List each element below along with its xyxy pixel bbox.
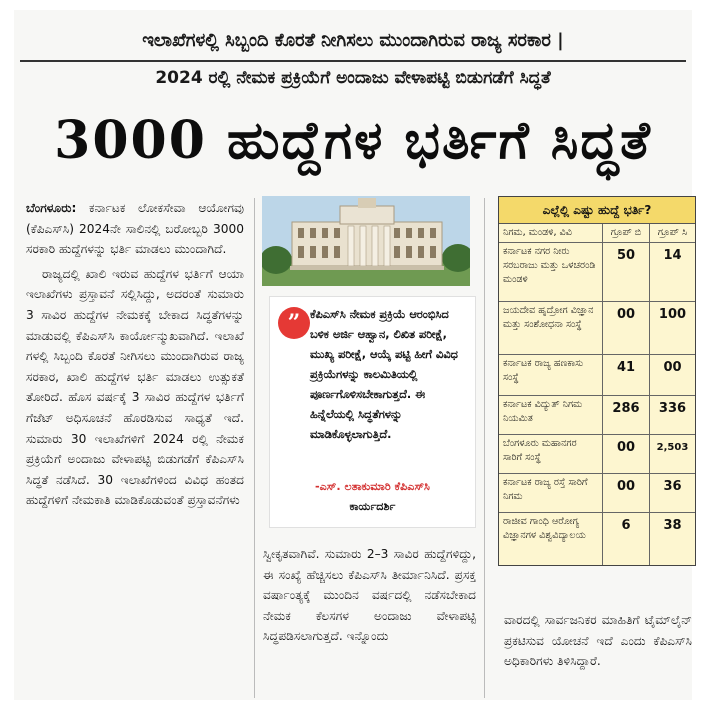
article-paragraph-1	[26, 198, 244, 260]
quote-mark-icon	[278, 307, 310, 339]
table-row	[499, 302, 695, 355]
column-divider	[484, 198, 485, 698]
quote-mark-glyph: ”	[287, 310, 301, 336]
quote-text: ಕೆಪಿಎಸ್‌ಸಿ ನೇಮಕ ಪ್ರಕ್ರಿಯೆ ಆರಂಭಿಸಿದ ಬಳಿಕ ಅರ್ಜಿ ಆಹ್ವಾನ, ಲಿಖಿತ ಪರೀಕ್ಷೆ, ಮುಖ್ಯ ಪರೀಕ್ಷೆ, ಆಯ್ಕೆ ಪಟ್ಟಿ ಹೀಗೆ ವಿವಿಧ ಪ್ರಕ್ರಿಯೆಗಳನ್ನು ಕಾಲಮಿತಿಯಲ್ಲಿ ಪೂರ್ಣಗೊಳಿಸಬೇಕಾಗುತ್ತದೆ. ಈ ಹಿನ್ನೆಲೆಯಲ್ಲಿ ಸಿದ್ಧತೆಗಳನ್ನು ಮಾಡಿಕೊಳ್ಳಲಾಗುತ್ತಿದೆ.	[310, 308, 458, 441]
row-org-name: ಕರ್ನಾಟಕ ರಾಜ್ಯ ಹಣಕಾಸು ಸಂಸ್ಥೆ	[499, 355, 603, 395]
article-paragraph-4: ವಾರದಲ್ಲಿ ಸಾರ್ವಜನಿಕರ ಮಾಹಿತಿಗೆ ಟೈಮ್‌ಲೈನ್ ಪ್ರಕಟಿಸುವ ಯೋಚನೆ ಇದೆ ಎಂದು ಕೆಪಿಎಸ್‌ಸಿ ಅಧಿಕಾರಿಗಳು ತಿಳಿಸಿದ್ದಾರೆ.	[504, 613, 692, 669]
row-group-c: 00	[649, 355, 695, 395]
article-paragraph-2: ರಾಜ್ಯದಲ್ಲಿ ಖಾಲಿ ಇರುವ ಹುದ್ದೆಗಳ ಭರ್ತಿಗೆ ಆಯಾ ಇಲಾಖೆಗಳು ಪ್ರಸ್ತಾವನೆ ಸಲ್ಲಿಸಿದ್ದು, ಅದರಂತೆ ಸುಮಾರು 3 ಸಾವಿರ ಹುದ್ದೆಗಳ ನೇಮಕಕ್ಕೆ ಬೇಕಾದ ಸಿದ್ಧತೆಗಳನ್ನು ಮಾಡುವಲ್ಲಿ ಕೆಪಿಎಸ್‌ಸಿ ಕಾರ್ಯೋನ್ಮುಖವಾಗಿದೆ. ಇಲಾಖೆ ಗಳಲ್ಲಿ ಸಿಬ್ಬಂದಿ ಕೊರತೆ ನೀಗಿಸಲು ಮುಂದಾಗಿರುವ ರಾಜ್ಯ ಸರಕಾರ, ಖಾಲಿ ಹುದ್ದೆಗಳ ಭರ್ತಿ ಮಾಡಲು ಉತ್ಸುಕತೆ ತೋರಿದೆ. ಹೊಸ ವರ್ಷಕ್ಕೆ 3 ಸಾವಿರ ಹುದ್ದೆಗಳ ಭರ್ತಿಗೆ ಗೆಜೆಟ್ ಅಧಿಸೂಚನೆ ಹೊರಡಿಸುವ ಸಾಧ್ಯತೆ ಇದೆ. ಸುಮಾರು 30 ಇಲಾಖೆಗಳಿಗೆ 2024 ರಲ್ಲಿ ನೇಮಕ ಪ್ರಕ್ರಿಯೆಗೆ ಅಂದಾಜು ವೇಳಾಪಟ್ಟಿ ಬಿಡುಗಡೆಗೆ ಕೆಪಿಎಸ್‌ಸಿ ಸಿದ್ಧತೆ ನಡೆಸಿದೆ. 30 ಇಲಾಖೆಗಳಿಂದ ವಿವಿಧ ಹಂತದ ಹುದ್ದೆಗಳಿಗೆ ನೇಮಕಾತಿ ಮಾಡಿಕೊಡುವಂತೆ ಪ್ರಸ್ತಾವನೆಗಳು	[26, 266, 244, 508]
headline: 3000 ಹುದ್ದೆಗಳ ಭರ್ತಿಗೆ ಸಿದ್ಧತೆ	[54, 110, 652, 171]
row-group-b: 00	[616, 307, 636, 322]
quote-box	[269, 296, 476, 528]
newspaper-page	[14, 10, 692, 700]
table-title: ಎಲ್ಲೆಲ್ಲಿ ಎಷ್ಟು ಹುದ್ದೆ ಭರ್ತಿ?	[499, 197, 695, 224]
table-row	[499, 435, 695, 474]
column-divider	[254, 198, 255, 698]
row-group-b: 6	[621, 518, 631, 533]
article-column-3	[504, 610, 692, 702]
row-org-name: ಕರ್ನಾಟಕ ನಗರ ನೀರು ಸರಬರಾಜು ಮತ್ತು ಒಳಚರಂಡಿ ಮಂಡಳಿ	[499, 243, 603, 301]
row-org-name: ಕರ್ನಾಟಕ ರಾಜ್ಯ ರಸ್ತೆ ಸಾರಿಗೆ ನಿಗಮ	[499, 474, 603, 512]
vacancy-table	[498, 196, 696, 566]
row-org-name: ಬೆಂಗಳೂರು ಮಹಾನಗರ ಸಾರಿಗೆ ಸಂಸ್ಥೆ	[499, 435, 603, 473]
row-org-name: ಕರ್ನಾಟಕ ವಿದ್ಯುತ್ ನಿಗಮ ನಿಯಮಿತ	[499, 396, 603, 434]
quote-attribution	[270, 477, 475, 517]
header-group-c: ಗ್ರೂಪ್ ಸಿ	[649, 224, 695, 242]
vidhana-soudha-photo	[262, 196, 470, 286]
row-org-name: ರಾಜೀವ ಗಾಂಧಿ ಆರೋಗ್ಯ ವಿಜ್ಞಾನಗಳ ವಿಶ್ವವಿದ್ಯಾಲಯ	[499, 513, 603, 565]
article-column-2	[263, 544, 476, 702]
table-header-row	[499, 224, 695, 243]
row-group-b: 286	[612, 401, 640, 416]
kicker-line-2: 2024 ರಲ್ಲಿ ನೇಮಕ ಪ್ರಕ್ರಿಯೆಗೆ ಅಂದಾಜು ವೇಳಾಪಟ್ಟಿ ಬಿಡುಗಡೆಗೆ ಸಿದ್ಧತೆ	[155, 68, 551, 88]
table-row	[499, 243, 695, 302]
row-group-b: 00	[616, 440, 636, 455]
row-group-c: 36	[649, 474, 695, 512]
article-text-1: ಕರ್ನಾಟಕ ಲೋಕಸೇವಾ ಆಯೋಗವು (ಕೆಪಿಎಸ್‌ಸಿ) 2024ನೇ ಸಾಲಿನಲ್ಲಿ ಬರೋಬ್ಬರಿ 3000 ಸರಕಾರಿ ಹುದ್ದೆಗಳನ್ನು ಭರ್ತಿ ಮಾಡಲು ಮುಂದಾಗಿದೆ.	[26, 201, 244, 257]
row-org-name: ಜಯದೇವ ಹೃದ್ರೋಗ ವಿಜ್ಞಾನ ಮತ್ತು ಸಂಶೋಧನಾ ಸಂಸ್ಥೆ	[499, 302, 603, 354]
kicker-divider	[20, 60, 686, 62]
table-row	[499, 474, 695, 513]
header-group-b: ಗ್ರೂಪ್ ಬಿ	[610, 227, 642, 238]
row-group-c: 100	[649, 302, 695, 354]
row-group-c: 2,503	[649, 435, 695, 473]
row-group-c: 38	[649, 513, 695, 565]
dateline: ಬೆಂಗಳೂರು:	[26, 201, 77, 215]
row-group-b: 00	[616, 479, 636, 494]
table-row	[499, 513, 695, 565]
row-group-c: 14	[649, 243, 695, 301]
header-name: ನಿಗಮ, ಮಂಡಳಿ, ವಿವಿ	[499, 224, 603, 242]
row-group-c: 336	[649, 396, 695, 434]
quote-author: -ಎಸ್. ಲತಾಕುಮಾರಿ ಕೆಪಿಎಸ್‌ಸಿ	[315, 480, 430, 493]
row-group-b: 41	[616, 360, 636, 375]
row-group-b: 50	[616, 248, 636, 263]
table-row	[499, 396, 695, 435]
quote-author-role: ಕಾರ್ಯದರ್ಶಿ	[349, 500, 396, 513]
article-column-1	[26, 198, 244, 698]
article-paragraph-3: ಸ್ವೀಕೃತವಾಗಿವೆ. ಸುಮಾರು 2–3 ಸಾವಿರ ಹುದ್ದೆಗಳಿದ್ದು, ಈ ಸಂಖ್ಯೆ ಹೆಚ್ಚಿಸಲು ಕೆಪಿಎಸ್‌ಸಿ ತೀರ್ಮಾನಿಸಿದೆ. ಪ್ರಸಕ್ತ ವರ್ಷಾಂತ್ಯಕ್ಕೆ ಮುಂದಿನ ವರ್ಷದಲ್ಲಿ ನಡೆಸಬೇಕಾದ ನೇಮಕ ಕೆಲಸಗಳ ಅಂದಾಜು ವೇಳಾಪಟ್ಟಿ ಸಿದ್ಧಪಡಿಸಲಾಗುತ್ತದೆ. ಇನ್ನೊಂದು	[263, 547, 476, 644]
kicker-line-1: ಇಲಾಖೆಗಳಲ್ಲಿ ಸಿಬ್ಬಂದಿ ಕೊರತೆ ನೀಗಿಸಲು ಮುಂದಾಗಿರುವ ರಾಜ್ಯ ಸರಕಾರ |	[142, 30, 564, 51]
table-row	[499, 355, 695, 396]
